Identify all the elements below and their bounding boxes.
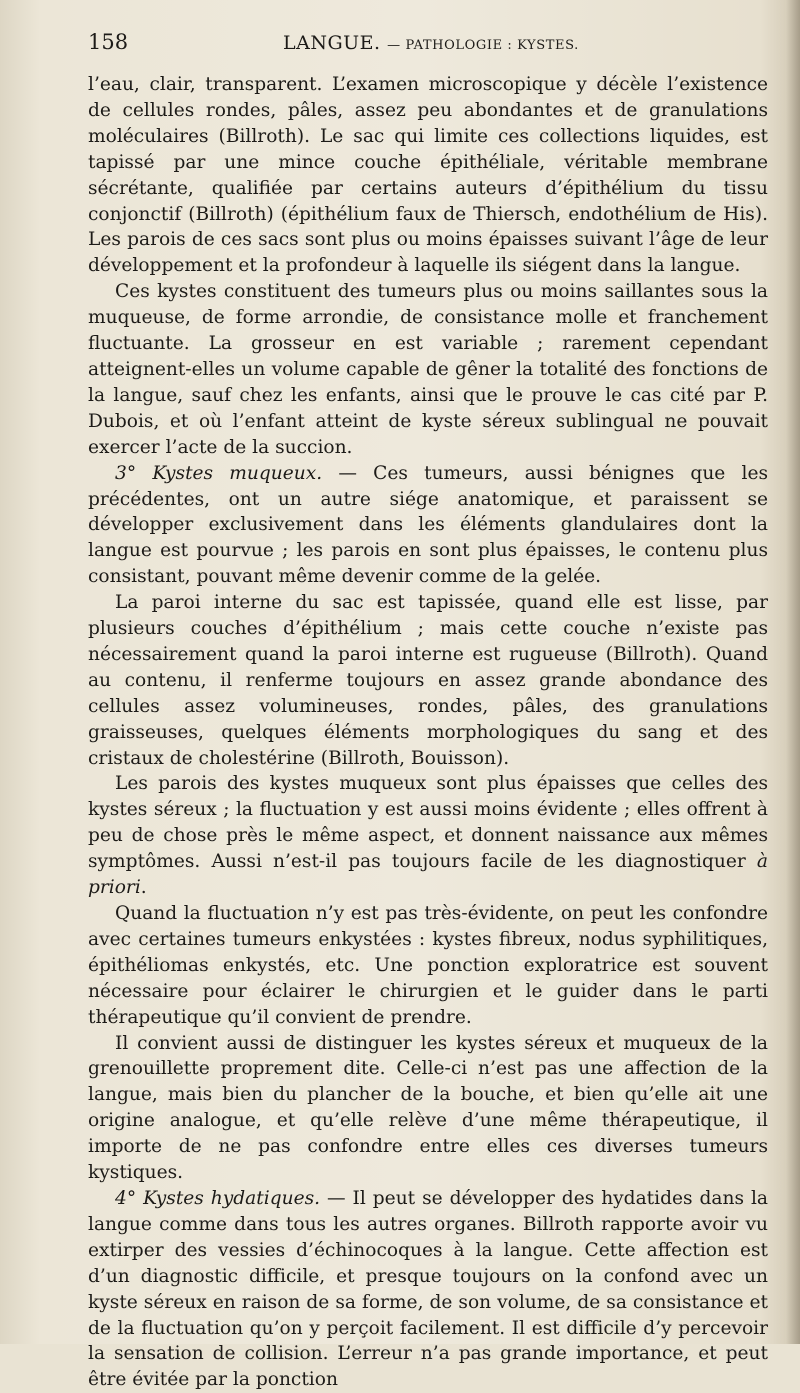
paragraph-1 (88, 72, 768, 279)
paragraph-tail: . (140, 877, 147, 899)
body-text (88, 72, 768, 1393)
paragraph-text: l’eau, clair, transparent. L’examen microscopique y décèle l’existence de cellules rondes, pâles, assez peu abondantes et de granulations moléculaires (Billroth). Le sac qui limite ces collections liquides, est tapissé par une mince couche épithéliale, véritable membrane sécrétante, qualifiée par certains auteurs d’épithélium du tissu conjonctif (Billroth) (épithélium faux de Thiersch, endothélium de His). Les parois de ces sacs sont plus ou moins épaisses suivant l’âge de leur développement et la profondeur à laquelle ils siégent dans la langue. (88, 74, 768, 277)
paragraph-5 (88, 771, 768, 901)
paragraph-text: Quand la fluctuation n’y est pas très-évidente, on peut les confondre avec certaines tumeurs enkystées : kystes fibreux, nodus syphilitiques, épithéliomas enkystés, etc. Une ponction exploratrice est souvent nécessaire pour éclairer le chirurgien et le guider dans le parti thérapeutique qu’il convient de prendre. (88, 903, 768, 1028)
italic-a-priori: à priori (88, 851, 768, 899)
paragraph-4 (88, 590, 768, 771)
running-title (283, 32, 579, 54)
section-heading-kystes-muqueux: 3° Kystes muqueux. (115, 462, 323, 484)
page-edge-shadow (786, 0, 800, 1344)
paragraph-text: Il convient aussi de distinguer les kystes séreux et muqueux de la grenouillette proprement dite. Celle-ci n’est pas une affection de la langue, mais bien du plancher de la bouche, et bien qu’elle ait une origine analogue, et qu’elle relève d’une même thérapeutique, il importe de ne pas confondre entre elles ces diverses tumeurs kystiques. (88, 1032, 768, 1184)
paragraph-text: — Ces tumeurs, aussi bénignes que les précédentes, ont un autre siége anatomique, et paraissent se développer exclusivement dans les éléments glandulaires dont la langue est pourvue ; les parois en sont plus épaisses, le contenu plus consistant, pouvant même devenir comme de la gelée. (88, 462, 769, 588)
section-heading-kystes-hydatiques: 4° Kystes hydatiques. (115, 1187, 321, 1209)
running-title-sub: — PATHOLOGIE : KYSTES. (387, 38, 579, 53)
running-title-main: LANGUE. (283, 32, 381, 54)
paragraph-3-kystes-muqueux (88, 461, 768, 591)
paragraph-7 (88, 1031, 768, 1186)
paragraph-8-kystes-hydatiques (88, 1186, 768, 1393)
paragraph-2 (88, 279, 768, 460)
paragraph-text: — Il peut se développer des hydatides dans la langue comme dans tous les autres organes. Billroth rapporte avoir vu extirper des vessies d’échinocoques à la langue. Cette affection est d’un diagnostic difficile, et presque toujours on la confond avec un kyste séreux en raison de sa forme, de son volume, de sa consistance et de la fluctuation qu’on y perçoit facilement. Il est difficile d’y percevoir la sensation de collision. L’erreur n’a pas grande importance, et peut être évitée par la ponction (88, 1187, 768, 1391)
paragraph-text: Ces kystes constituent des tumeurs plus ou moins saillantes sous la muqueuse, de forme arrondie, de consistance molle et franchement fluctuante. La grosseur en est variable ; rarement cependant atteignent-elles un volume capable de gêner la totalité des fonctions de la langue, sauf chez les enfants, ainsi que le prouve le cas cité par P. Dubois, et où l’enfant atteint de kyste séreux sublingual ne pouvait exercer l’acte de la succion. (88, 281, 768, 458)
paragraph-text: La paroi interne du sac est tapissée, quand elle est lisse, par plusieurs couches d’épithélium ; mais cette couche n’existe pas nécessairement quand la paroi interne est rugueuse (Billroth). Quand au contenu, il renferme toujours en assez grande abondance des cellules assez volumineuses, rondes, pâles, des granulations graisseuses, quelques éléments morphologiques du sang et des cristaux de cholestérine (Billroth, Bouisson). (88, 592, 768, 769)
paragraph-6 (88, 901, 768, 1031)
paragraph-text: Les parois des kystes muqueux sont plus épaisses que celles des kystes séreux ; la fluctuation y est aussi moins évidente ; elles offrent à peu de chose près le même aspect, et donnent naissance aux mêmes symptômes. Aussi n’est-il pas toujours facile de les diagnostiquer (88, 773, 768, 873)
page-number: 158 (88, 30, 129, 54)
running-header (88, 30, 768, 70)
